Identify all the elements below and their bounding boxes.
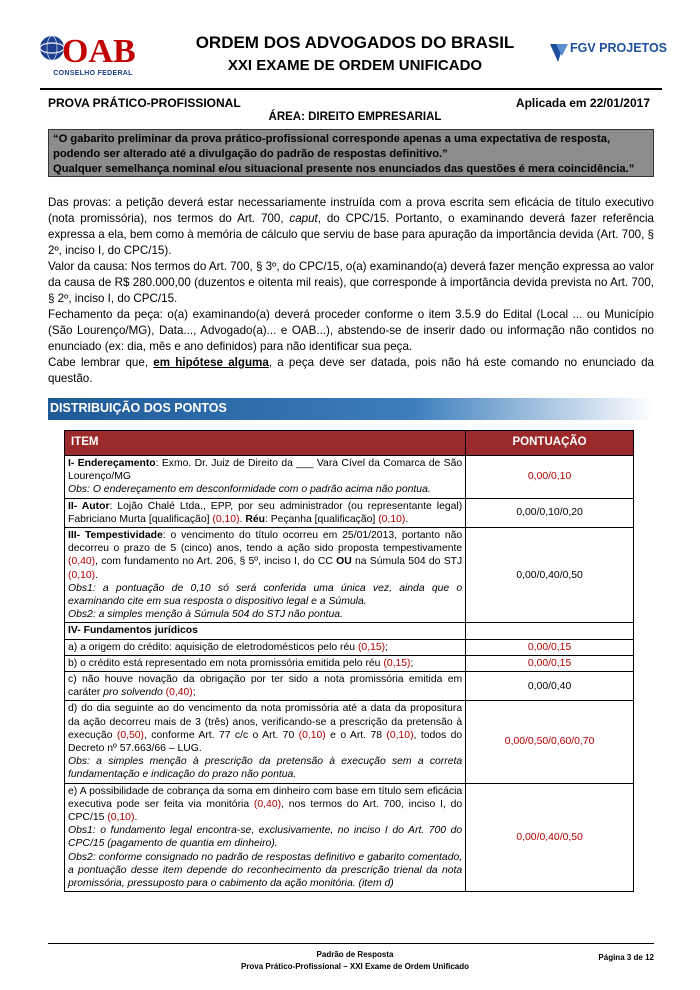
col-points: PONTUAÇÃO (466, 431, 634, 456)
page-subtitle: XXI EXAME DE ORDEM UNIFICADO (227, 57, 483, 74)
paragraph-closing: Fechamento da peça: o(a) examinando(a) deverá proceder conforme o item 3.5.9 do Edital (Local ... ou Município (São Lourenço/MG), Data..., Advogado(a)... e OAB...), abstendo-se de inserir dado ou informação não contidos no enunciado (ex: dia, mês e ano definidos) para não identificar sua peça. (48, 308, 654, 353)
table-row: III- Tempestividade: o vencimento do título ocorreu em 25/01/2013, portanto não decorreu o prazo de 5 (cinco) anos, tendo a ação sido proposta tempestivamente (0,40), com fundamento no Art. 206, § 5º, inciso I, do CC OU na Súmula 504 do STJ (0,10). Obs1: a pontuação de 0,10 só será conferida uma única vez, ainda que o examinando cite em sua resposta o dispositivo legal e a Súmula. Obs2: a simples menção à Súmula 504 do STJ não pontua. 0,00/0,40/0,50 (65, 528, 634, 623)
table-row: d) do dia seguinte ao do vencimento da nota promissória até a data da propositura da ação decorreu mais de 3 (três) anos, verificando-se a prescrição da pretensão à execução (0,50), conforme Art. 77 c/c o Art. 70 (0,10) e o Art. 78 (0,10), todos do Decreto nº 57.663/66 – LUG. Obs: a simples menção à prescrição da pretensão à execução sem a correta fundamentação e indicação do prazo não pontua. 0,00/0,50/0,60/0,70 (65, 701, 634, 783)
points-table (64, 430, 634, 892)
paragraph-evidence: Das provas: a petição deverá estar necessariamente instruída com a prova escrita sem eficácia de título executivo (nota promissória), nos termos do Art. 700, caput, do CPC/15. Portanto, o examinando deverá fazer referência expressa a ela, bem como à memória de cálculo que serviu de base para apuração da importância devida (Art. 700, § 2º, inciso I, do CPC/15). (48, 196, 654, 257)
table-row: b) o crédito está representado em nota promissória emitida pelo réu (0,15); 0,00/0,15 (65, 655, 634, 671)
footer-title: Padrão de Resposta (316, 950, 394, 959)
col-item: ITEM (65, 431, 466, 456)
disclaimer-box (48, 129, 654, 177)
oab-logo-text: OAB (62, 33, 136, 70)
exam-area: ÁREA: DIREITO EMPRESARIAL (268, 111, 442, 123)
table-row: IV- Fundamentos jurídicos (65, 623, 634, 639)
table-row: II- Autor: Lojão Chalé Ltda., EPP, por seu administrador (ou representante legal) Fabriciano Murta [qualificação] (0,10). Réu: Peçanha [qualificação] (0,10). 0,00/0,10/0,20 (65, 498, 634, 527)
table-row: I- Endereçamento: Exmo. Dr. Juiz de Direito da ___ Vara Cível da Comarca de São Lourenço/MG Obs: O endereçamento em desconformidade com o padrão acima não pontua. 0,00/0,10 (65, 456, 634, 499)
table-row: a) a origem do crédito: aquisição de eletrodomésticos pelo réu (0,15); 0,00/0,15 (65, 639, 634, 655)
instructions-text (48, 195, 654, 387)
table-row: e) A possibilidade de cobrança da soma em dinheiro com base em título sem eficácia executiva pode ser feita via monitória (0,40), nos termos do Art. 700, inciso I, do CPC/15 (0,10). Obs1: o fundamento legal encontra-se, exclusivamente, no inciso I do Art. 700 do CPC/15 (pagamento de quantia em dinheiro). Obs2: conforme consignado no padrão de respostas definitivo e gabarito comentado, a pontuação desse item depende do reconhecimento da prescrição trienal da nota promissória, pressuposto para o cabimento da ação monitória. (item d) 0,00/0,40/0,50 (65, 783, 634, 892)
disclaimer-line2: Qualquer semelhança nominal e/ou situacional presente nos enunciados das questões é mera coincidência.” (53, 163, 635, 175)
table-header-row (65, 431, 634, 456)
paragraph-claim-value: Valor da causa: Nos termos do Art. 700, § 3º, do CPC/15, o(a) examinando(a) deverá fazer menção expressa ao valor da causa de R$ 280.000,00 (duzentos e oitenta mil reais), que corresponde à importância devida prevista no Art. 700, § 2º, inciso I, do CPC/15. (48, 260, 654, 305)
page-title: ORDEM DOS ADVOGADOS DO BRASIL (195, 33, 515, 52)
paragraph-no-date: Cabe lembrar que, em hipótese alguma, a peça deve ser datada, pois não há este comando no enunciado da questão. (48, 356, 655, 385)
section-header (48, 398, 654, 420)
section-title: DISTRIBUIÇÃO DOS PONTOS (50, 401, 227, 415)
oab-logo-subtitle: CONSELHO FEDERAL (53, 70, 133, 77)
page-number: Página 3 de 12 (598, 953, 654, 962)
disclaimer-line1: “O gabarito preliminar da prova prático-profissional corresponde apenas a uma expectativa de resposta, podendo ser alterado até a divulgação do padrão de respostas definitivo.” (53, 133, 611, 160)
applied-date: Aplicada em 22/01/2017 (515, 96, 650, 110)
fgv-logo-text: FGV PROJETOS (570, 41, 668, 55)
footer-divider (48, 943, 654, 944)
footer-subtitle: Prova Prático-Profissional – XXI Exame de Ordem Unificado (240, 962, 470, 971)
header-divider (40, 88, 662, 90)
table-row: c) não houve novação da obrigação por ter sido a nota promissória emitida em caráter pro solvendo (0,40); 0,00/0,40 (65, 672, 634, 701)
exam-type: PROVA PRÁTICO-PROFISSIONAL (48, 96, 241, 110)
